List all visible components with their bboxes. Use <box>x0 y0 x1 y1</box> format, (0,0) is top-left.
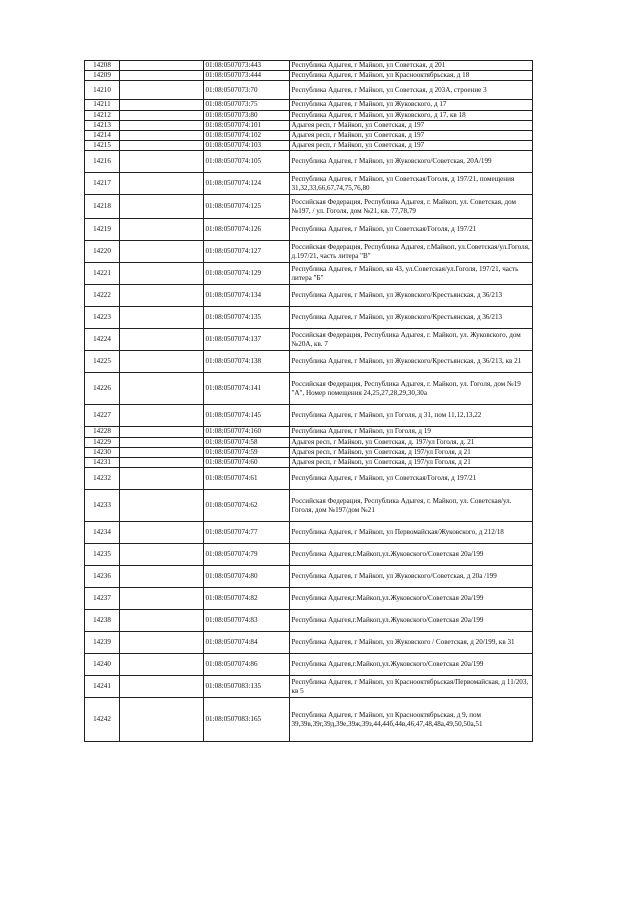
address: Адыгея респ, г Майкоп, ул Советская, д 197 <box>290 131 533 141</box>
empty-cell <box>120 81 204 100</box>
table-row <box>85 219 533 241</box>
address: Республика Адыгея, г Майкоп, ул Советская, д 201 <box>290 61 533 71</box>
row-number: 14227 <box>85 405 120 427</box>
cadastral-number: 01:08:0507074:134 <box>204 285 290 307</box>
row-number: 14215 <box>85 141 120 151</box>
row-number: 14217 <box>85 173 120 195</box>
empty-cell <box>120 61 204 71</box>
address: Республика Адыгея, г Майкоп, ул Советская/Гоголя, д 197/21, помещения 31,32,33,66,67,74,75,76,80 <box>290 173 533 195</box>
row-number: 14238 <box>85 610 120 632</box>
table-row <box>85 131 533 141</box>
empty-cell <box>120 654 204 676</box>
table-row <box>85 241 533 263</box>
empty-cell <box>120 458 204 468</box>
address: Республика Адыгея, г Майкоп, ул Первомайская/Жуковского, д 212/18 <box>290 522 533 544</box>
row-number: 14218 <box>85 195 120 219</box>
table-row <box>85 263 533 285</box>
row-number: 14216 <box>85 151 120 173</box>
table-row <box>85 437 533 447</box>
address: Адыгея респ, г Майкоп, ул Советская, д 197 <box>290 141 533 151</box>
address: Республика Адыгея,г.Майкоп,ул.Жуковского/Советская 20а/199 <box>290 544 533 566</box>
empty-cell <box>120 447 204 457</box>
cadastral-number: 01:08:0507074:101 <box>204 120 290 130</box>
address: Республика Адыгея,г.Майкоп,ул.Жуковского/Советская 20а/199 <box>290 588 533 610</box>
address: Адыгея респ, г Майкоп, ул Советская, д 197/ул Гоголя, д 21 <box>290 458 533 468</box>
empty-cell <box>120 71 204 81</box>
table-row <box>85 654 533 676</box>
address: Республика Адыгея, г Майкоп, ул Советская/Гоголя, д 197/21 <box>290 219 533 241</box>
cadastral-number: 01:08:0507074:83 <box>204 610 290 632</box>
cadastral-number: 01:08:0507073:70 <box>204 81 290 100</box>
empty-cell <box>120 610 204 632</box>
address: Республика Адыгея, г Майкоп, ул Краснооктябрьская/Первомайская, д 11/203, кв 5 <box>290 676 533 698</box>
empty-cell <box>120 468 204 490</box>
address: Республика Адыгея, г Майкоп, ул Жуковского, д 17 <box>290 100 533 110</box>
table-row <box>85 458 533 468</box>
row-number: 14225 <box>85 351 120 373</box>
table-row <box>85 151 533 173</box>
table-row <box>85 447 533 457</box>
register-table-body <box>85 61 533 742</box>
empty-cell <box>120 676 204 698</box>
address: Российская Федерация, Республика Адыгея, г. Майкоп, ул. Жуковского, дом №20А, кв. 7 <box>290 329 533 351</box>
cadastral-number: 01:08:0507074:60 <box>204 458 290 468</box>
table-row <box>85 468 533 490</box>
cadastral-number: 01:08:0507083:135 <box>204 676 290 698</box>
table-row <box>85 566 533 588</box>
row-number: 14241 <box>85 676 120 698</box>
cadastral-number: 01:08:0507074:61 <box>204 468 290 490</box>
empty-cell <box>120 285 204 307</box>
cadastral-number: 01:08:0507074:77 <box>204 522 290 544</box>
row-number: 14219 <box>85 219 120 241</box>
table-row <box>85 141 533 151</box>
cadastral-number: 01:08:0507074:126 <box>204 219 290 241</box>
empty-cell <box>120 219 204 241</box>
empty-cell <box>120 100 204 110</box>
table-row <box>85 61 533 71</box>
table-row <box>85 71 533 81</box>
empty-cell <box>120 329 204 351</box>
cadastral-number: 01:08:0507083:165 <box>204 698 290 742</box>
empty-cell <box>120 588 204 610</box>
address: Республика Адыгея, г Майкоп, ул Советская, д 203А, строение 3 <box>290 81 533 100</box>
table-row <box>85 173 533 195</box>
empty-cell <box>120 141 204 151</box>
row-number: 14212 <box>85 110 120 120</box>
table-row <box>85 307 533 329</box>
address: Республика Адыгея,г.Майкоп,ул.Жуковского/Советская 20а/199 <box>290 654 533 676</box>
cadastral-number: 01:08:0507074:138 <box>204 351 290 373</box>
row-number: 14213 <box>85 120 120 130</box>
cadastral-number: 01:08:0507074:62 <box>204 490 290 522</box>
table-row <box>85 588 533 610</box>
row-number: 14208 <box>85 61 120 71</box>
empty-cell <box>120 351 204 373</box>
row-number: 14224 <box>85 329 120 351</box>
address: Российская Федерация, Республика Адыгея, г. Майкоп, ул. Гоголя, дом №19 "А", Номер помещения 24,25,27,28,29,30,30а <box>290 373 533 405</box>
table-row <box>85 427 533 437</box>
cadastral-number: 01:08:0507074:84 <box>204 632 290 654</box>
row-number: 14239 <box>85 632 120 654</box>
cadastral-number: 01:08:0507074:103 <box>204 141 290 151</box>
row-number: 14222 <box>85 285 120 307</box>
empty-cell <box>120 490 204 522</box>
row-number: 14234 <box>85 522 120 544</box>
register-table <box>84 60 533 742</box>
table-row <box>85 490 533 522</box>
row-number: 14229 <box>85 437 120 447</box>
address: Российская Федерация, Республика Адыгея, г.Майкоп, ул.Советская/ул.Гоголя, д.197/21, часть литера "В" <box>290 241 533 263</box>
address: Республика Адыгея, г Майкоп, ул Жуковского, д 17, кв 18 <box>290 110 533 120</box>
cadastral-number: 01:08:0507074:102 <box>204 131 290 141</box>
row-number: 14211 <box>85 100 120 110</box>
table-row <box>85 195 533 219</box>
empty-cell <box>120 566 204 588</box>
cadastral-number: 01:08:0507074:80 <box>204 566 290 588</box>
table-row <box>85 632 533 654</box>
table-row <box>85 120 533 130</box>
table-row <box>85 522 533 544</box>
cadastral-number: 01:08:0507074:135 <box>204 307 290 329</box>
table-row <box>85 373 533 405</box>
empty-cell <box>120 195 204 219</box>
row-number: 14209 <box>85 71 120 81</box>
row-number: 14220 <box>85 241 120 263</box>
cadastral-number: 01:08:0507074:58 <box>204 437 290 447</box>
address: Республика Адыгея, г Майкоп, ул Жуковского / Советская, д 20/199, кв 31 <box>290 632 533 654</box>
empty-cell <box>120 437 204 447</box>
address: Республика Адыгея, г Майкоп, кв 43, ул.Советская/ул.Гоголя, 197/21, часть литера "Б" <box>290 263 533 285</box>
empty-cell <box>120 173 204 195</box>
cadastral-number: 01:08:0507074:137 <box>204 329 290 351</box>
empty-cell <box>120 522 204 544</box>
address: Республика Адыгея, г Майкоп, ул Гоголя, д 19 <box>290 427 533 437</box>
cadastral-number: 01:08:0507074:79 <box>204 544 290 566</box>
table-row <box>85 698 533 742</box>
empty-cell <box>120 427 204 437</box>
address: Республика Адыгея, г Майкоп, ул Гоголя, д 31, пом 11,12,13,22 <box>290 405 533 427</box>
row-number: 14221 <box>85 263 120 285</box>
cadastral-number: 01:08:0507074:124 <box>204 173 290 195</box>
row-number: 14237 <box>85 588 120 610</box>
address: Республика Адыгея, г Майкоп, ул Советская/Гоголя, д 197/21 <box>290 468 533 490</box>
empty-cell <box>120 307 204 329</box>
row-number: 14235 <box>85 544 120 566</box>
cadastral-number: 01:08:0507074:59 <box>204 447 290 457</box>
table-row <box>85 285 533 307</box>
address: Адыгея респ, г Майкоп, ул Советская, д 197 <box>290 120 533 130</box>
table-row <box>85 100 533 110</box>
cadastral-number: 01:08:0507073:75 <box>204 100 290 110</box>
address: Республика Адыгея, г Майкоп, ул Краснооктябрьская, д 18 <box>290 71 533 81</box>
row-number: 14226 <box>85 373 120 405</box>
row-number: 14232 <box>85 468 120 490</box>
cadastral-number: 01:08:0507074:145 <box>204 405 290 427</box>
cadastral-number: 01:08:0507074:129 <box>204 263 290 285</box>
row-number: 14214 <box>85 131 120 141</box>
cadastral-number: 01:08:0507074:125 <box>204 195 290 219</box>
row-number: 14231 <box>85 458 120 468</box>
address: Республика Адыгея, г Майкоп, ул Жуковского/Крестьянская, д 36/213 <box>290 285 533 307</box>
address: Республика Адыгея, г Майкоп, ул Краснооктябрьская, д 9, пом 39,39в,39г,39д,39е,39ж,39з,44,44б,44в,46,47,48,48а,49,50,50а,51 <box>290 698 533 742</box>
empty-cell <box>120 151 204 173</box>
cadastral-number: 01:08:0507074:141 <box>204 373 290 405</box>
address: Республика Адыгея, г Майкоп, ул Жуковского/Советская, д 20а /199 <box>290 566 533 588</box>
cadastral-number: 01:08:0507073:80 <box>204 110 290 120</box>
empty-cell <box>120 241 204 263</box>
address: Российская Федерация, Республика Адыгея, г. Майкоп, ул. Советская, дом №197, / ул. Гоголя, дом №21, кв. 77,78,79 <box>290 195 533 219</box>
cadastral-number: 01:08:0507074:86 <box>204 654 290 676</box>
address: Республика Адыгея, г Майкоп, ул Жуковского/Крестьянская, д 36/213 <box>290 307 533 329</box>
row-number: 14230 <box>85 447 120 457</box>
address: Республика Адыгея, г Майкоп, ул Жуковского/Крестьянская, д 36/213, кв 21 <box>290 351 533 373</box>
table-row <box>85 110 533 120</box>
address: Российская Федерация, Республика Адыгея, г. Майкоп, ул. Советская/ул. Гоголя, дом №197/дом №21 <box>290 490 533 522</box>
address: Республика Адыгея, г Майкоп, ул Жуковского/Советская, 20А/199 <box>290 151 533 173</box>
cadastral-number: 01:08:0507074:82 <box>204 588 290 610</box>
table-row <box>85 329 533 351</box>
address: Республика Адыгея,г.Майкоп,ул.Жуковского/Советская 20а/199 <box>290 610 533 632</box>
cadastral-number: 01:08:0507073:443 <box>204 61 290 71</box>
table-row <box>85 610 533 632</box>
row-number: 14240 <box>85 654 120 676</box>
table-row <box>85 544 533 566</box>
address: Адыгея респ, г Майкоп, ул Советская, д 197/ул Гоголя, д 21 <box>290 447 533 457</box>
empty-cell <box>120 373 204 405</box>
empty-cell <box>120 632 204 654</box>
cadastral-number: 01:08:0507074:127 <box>204 241 290 263</box>
cadastral-number: 01:08:0507073:444 <box>204 71 290 81</box>
empty-cell <box>120 131 204 141</box>
cadastral-number: 01:08:0507074:105 <box>204 151 290 173</box>
row-number: 14242 <box>85 698 120 742</box>
row-number: 14233 <box>85 490 120 522</box>
empty-cell <box>120 544 204 566</box>
empty-cell <box>120 110 204 120</box>
row-number: 14223 <box>85 307 120 329</box>
table-row <box>85 405 533 427</box>
table-row <box>85 351 533 373</box>
row-number: 14228 <box>85 427 120 437</box>
table-row <box>85 676 533 698</box>
cadastral-number: 01:08:0507074:160 <box>204 427 290 437</box>
empty-cell <box>120 120 204 130</box>
empty-cell <box>120 405 204 427</box>
empty-cell <box>120 698 204 742</box>
row-number: 14236 <box>85 566 120 588</box>
row-number: 14210 <box>85 81 120 100</box>
table-row <box>85 81 533 100</box>
empty-cell <box>120 263 204 285</box>
address: Адыгея респ, г Майкоп, ул Советская, д. 197/ул Гоголя, д. 21 <box>290 437 533 447</box>
